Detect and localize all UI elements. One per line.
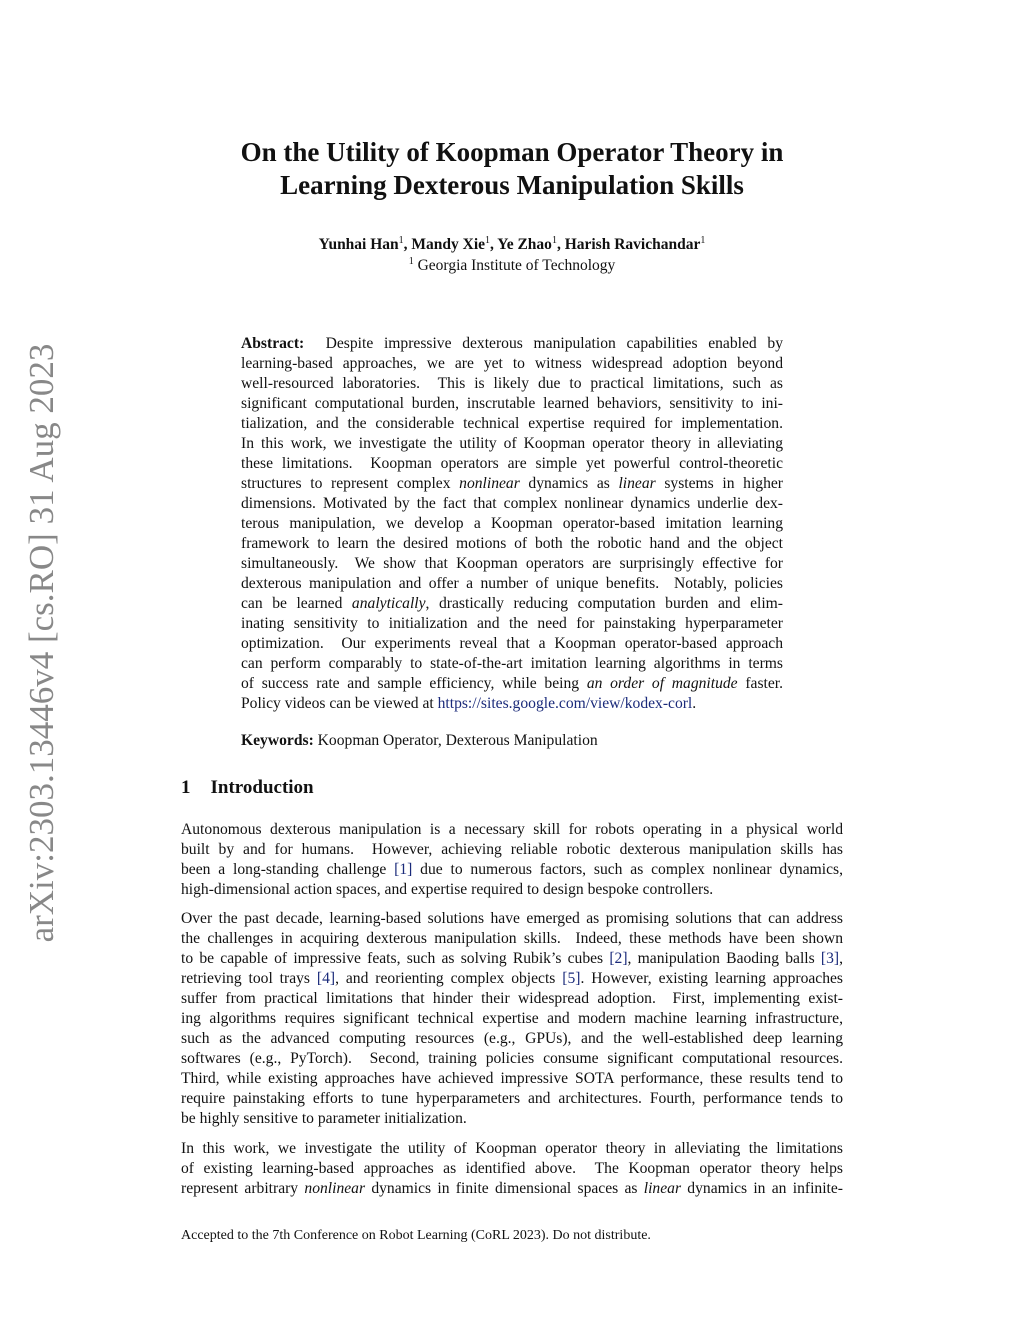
text-span: been a long-standing challenge — [181, 861, 395, 878]
bold-label: Abstract: — [241, 335, 305, 352]
text-span: well-resourced laboratories. This is likely due to practical limitations, such as — [241, 375, 783, 392]
affiliation — [0, 256, 1024, 275]
text-line — [241, 374, 783, 394]
text-span: faster. — [737, 675, 783, 692]
text-span: terous manipulation, we develop a Koopman operator-based imitation learning — [241, 515, 783, 532]
intro-paragraph — [181, 1139, 843, 1199]
text-line — [241, 474, 783, 494]
text-line — [181, 1029, 843, 1049]
text-line — [181, 1069, 843, 1089]
text-line — [181, 1139, 843, 1159]
intro-paragraph — [181, 820, 843, 900]
text-span: systems in higher — [655, 475, 783, 492]
text-span: require painstaking efforts to tune hyperparameters and architectures. Fourth, performance tends to — [181, 1090, 843, 1107]
text-span: be highly sensitive to parameter initialization. — [181, 1110, 467, 1127]
text-span: dimensions. Motivated by the fact that complex nonlinear dynamics underlie dex- — [241, 495, 783, 512]
text-line — [241, 674, 783, 694]
text-span: optimization. Our experiments reveal that a Koopman operator-based approach — [241, 635, 783, 652]
text-line — [241, 354, 783, 374]
text-line — [181, 1159, 843, 1179]
section-heading — [181, 777, 314, 799]
text-line — [181, 880, 843, 900]
text-line — [241, 574, 783, 594]
text-span: inating sensitivity to initialization and the need for painstaking hyperparameter — [241, 615, 783, 632]
text-line — [181, 1109, 843, 1129]
text-span: dynamics in finite dimensional spaces as — [365, 1180, 644, 1197]
affiliation-marker: 1 — [551, 235, 557, 246]
text-span: framework to learn the desired motions of both the robotic hand and the object — [241, 535, 783, 552]
arxiv-sidebar-id: arXiv:2303.13446v4 [cs.RO] 31 Aug 2023 — [22, 343, 61, 943]
text-span: dexterous manipulation and offer a number of unique benefits. Notably, policies — [241, 575, 783, 592]
text-span: of existing learning-based approaches as identified above. The Koopman operator theory helps — [181, 1160, 843, 1177]
text-line — [241, 534, 783, 554]
citation-link[interactable]: [1] — [394, 861, 413, 878]
text-span: , and reorienting complex objects — [335, 970, 563, 987]
affiliation-marker: 1 — [700, 235, 706, 246]
text-span: Over the past decade, learning-based solutions have emerged as promising solutions that can address — [181, 910, 843, 927]
text-line — [181, 909, 843, 929]
text-line — [181, 840, 843, 860]
author-list: Yunhai Han$^1$, Mandy Xie$^1$, Ye Zhao$^1$, Harish Ravichandar$^1$ — [318, 235, 706, 254]
text-span: learning-based approaches, we are yet to witness widespread adoption beyond — [241, 355, 783, 372]
emphasis-text: an order of magnitude — [586, 675, 738, 692]
emphasis-text: linear — [618, 475, 656, 492]
affiliation-name: Georgia Institute of Technology — [417, 257, 616, 275]
emphasis-text: nonlinear — [304, 1180, 366, 1197]
text-span: Despite impressive dexterous manipulation capabilities enabled by — [304, 335, 783, 352]
text-span: the challenges in acquiring dexterous manipulation skills. Indeed, these methods have been shown — [181, 930, 843, 947]
text-span: Policy videos can be viewed at — [241, 695, 438, 712]
text-line — [181, 1009, 843, 1029]
text-line — [241, 334, 783, 354]
text-line — [181, 860, 843, 880]
text-line — [241, 434, 783, 454]
text-line — [241, 454, 783, 474]
text-span: significant computational burden, inscrutable learned behaviors, sensitivity to ini- — [241, 395, 783, 412]
text-line — [241, 414, 783, 434]
emphasis-text: analytically — [351, 595, 426, 612]
intro-paragraph — [181, 909, 843, 1129]
emphasis-text: nonlinear — [459, 475, 520, 492]
text-span: can be learned — [241, 595, 352, 612]
project-link[interactable]: https://sites.google.com/view/kodex-corl — [437, 695, 693, 712]
text-span: , manipulation Baoding balls — [627, 950, 821, 967]
keywords — [241, 732, 598, 750]
text-span: to be capable of impressive feats, such as solving Rubik’s cubes — [181, 950, 610, 967]
affiliation-marker: 1 — [485, 235, 491, 246]
footer-note: Accepted to the 7th Conference on Robot Learning (CoRL 2023). Do not distribute. — [181, 1228, 651, 1243]
text-line — [181, 949, 843, 969]
text-line — [181, 989, 843, 1009]
text-line — [181, 820, 843, 840]
author-name: Ye Zhao — [497, 236, 552, 254]
text-span: Third, while existing approaches have achieved impressive SOTA performance, these results tend to — [181, 1070, 843, 1087]
text-span: dynamics as — [519, 475, 619, 492]
section-title: Introduction — [210, 777, 314, 798]
affiliation-marker: 1 — [398, 235, 404, 246]
text-span: due to numerous factors, such as complex nonlinear dynamics, — [412, 861, 843, 878]
text-span: tialization, and the considerable technical expertise required for implementation. — [241, 415, 783, 432]
text-span: structures to represent complex — [241, 475, 460, 492]
text-line — [241, 694, 783, 714]
text-span: represent arbitrary — [181, 1180, 305, 1197]
text-line — [241, 554, 783, 574]
text-span: built by and for humans. However, achieving reliable robotic dexterous manipulation skills has — [181, 841, 843, 858]
text-span: ing algorithms requires significant technical expertise and modern machine learning infrastructure, — [181, 1010, 843, 1027]
text-span: retrieving tool trays — [181, 970, 317, 987]
author-name: Yunhai Han — [318, 236, 399, 254]
text-line — [181, 969, 843, 989]
paper-title — [0, 136, 1024, 202]
emphasis-text: linear — [643, 1180, 682, 1197]
text-span: suffer from practical limitations that hinder their widespread adoption. First, implementing exist- — [181, 990, 843, 1007]
text-span: softwares (e.g., PyTorch). Second, training policies consume significant computational resources. — [181, 1050, 843, 1067]
text-span: , drastically reducing computation burden and elim- — [425, 595, 783, 612]
text-span: . However, existing learning approaches — [580, 970, 843, 987]
keywords-text: Koopman Operator, Dexterous Manipulation — [313, 732, 598, 749]
citation-link[interactable]: [2] — [609, 950, 628, 967]
text-line — [181, 1049, 843, 1069]
text-line — [241, 514, 783, 534]
text-line — [181, 1089, 843, 1109]
text-span: . — [692, 695, 697, 712]
text-span: can perform comparably to state-of-the-art imitation learning algorithms in terms — [241, 655, 783, 672]
text-span: these limitations. Koopman operators are simple yet powerful control-theoretic — [241, 455, 783, 472]
author-name: Mandy Xie — [411, 236, 486, 254]
title-line: On the Utility of Koopman Operator Theory in — [240, 137, 784, 167]
text-line — [241, 394, 783, 414]
citation-link[interactable]: [4] — [316, 970, 336, 987]
text-line — [181, 1179, 843, 1199]
text-line — [181, 929, 843, 949]
keywords-label: Keywords: — [241, 732, 314, 749]
section-number: 1 — [181, 777, 191, 798]
text-line — [241, 614, 783, 634]
text-line — [241, 634, 783, 654]
author-name: Harish Ravichandar — [564, 236, 701, 254]
citation-link[interactable]: [5] — [562, 970, 581, 987]
text-span: simultaneously. We show that Koopman operators are surprisingly effective for — [241, 555, 783, 572]
text-span: of success rate and sample efficiency, while being — [241, 675, 587, 692]
text-span: , — [839, 950, 844, 967]
text-line — [241, 654, 783, 674]
text-span: In this work, we investigate the utility of Koopman operator theory in alleviating the limitations — [181, 1140, 843, 1157]
affiliation-marker: 1 — [408, 256, 414, 267]
title-line: Learning Dexterous Manipulation Skills — [280, 170, 744, 200]
text-span: Autonomous dexterous manipulation is a necessary skill for robots operating in a physical world — [181, 821, 843, 838]
text-span: high-dimensional action spaces, and expertise required to design bespoke controllers. — [181, 881, 714, 898]
text-line — [241, 594, 783, 614]
text-span: such as the advanced computing resources (e.g., GPUs), and the well-established deep learning — [181, 1030, 843, 1047]
citation-link[interactable]: [3] — [820, 950, 840, 967]
text-line — [241, 494, 783, 514]
abstract — [241, 334, 783, 714]
text-span: dynamics in an infinite- — [681, 1180, 843, 1197]
text-span: In this work, we investigate the utility of Koopman operator theory in alleviating — [241, 435, 783, 452]
